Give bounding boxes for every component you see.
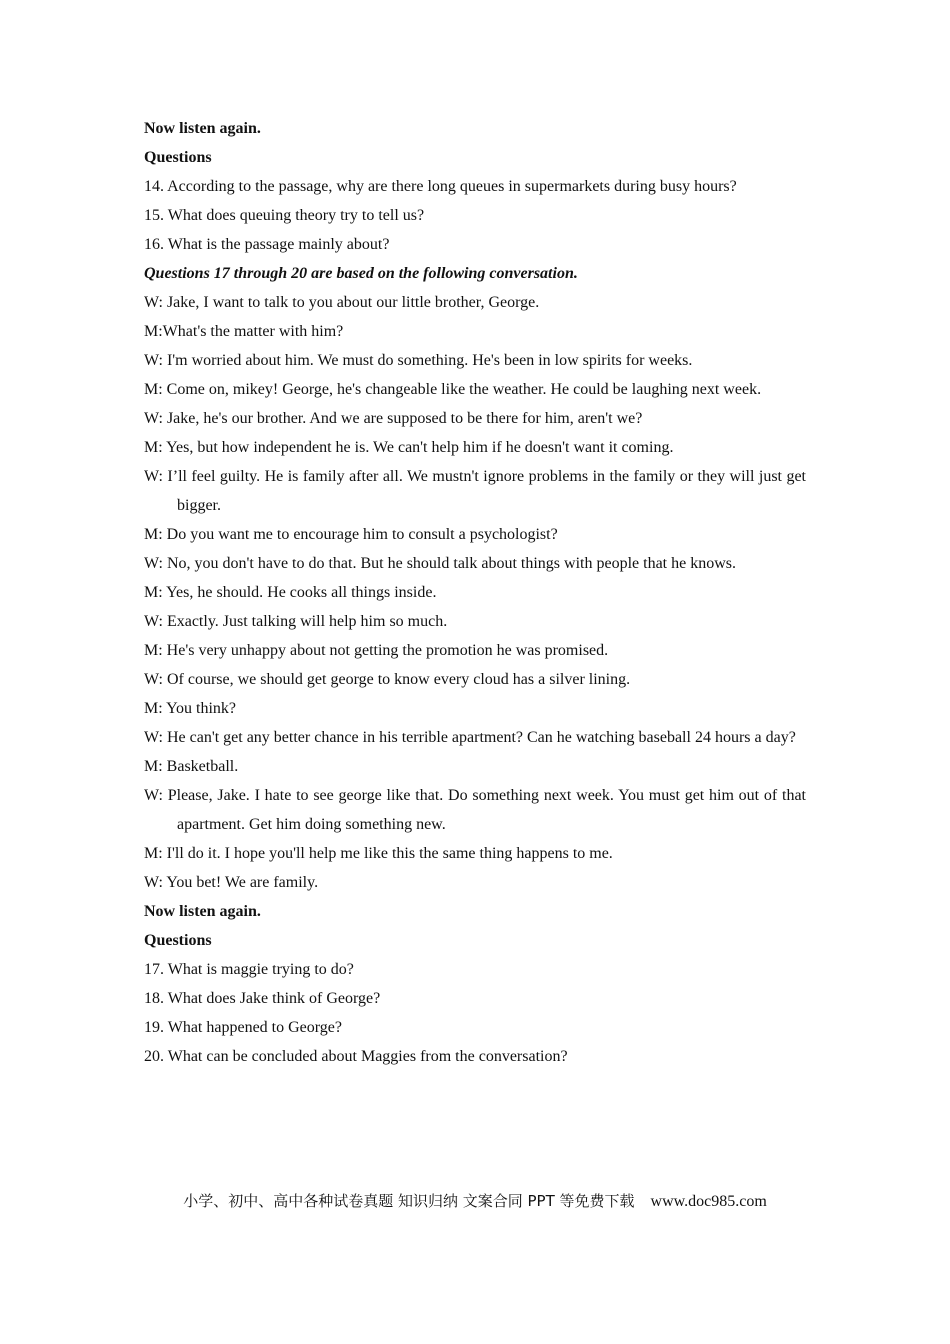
dialogue-line: W: Jake, he's our brother. And we are supposed to be there for him, aren't we?	[144, 410, 643, 427]
dialogue-line: M: I'll do it. I hope you'll help me like this the same thing happens to me.	[144, 845, 613, 862]
question-19: 19. What happened to George?	[144, 1019, 343, 1036]
conversation-heading: Questions 17 through 20 are based on the following conversation.	[144, 265, 578, 282]
dialogue-line: W: I'm worried about him. We must do something. He's been in low spirits for weeks.	[144, 352, 693, 369]
dialogue-line: W: Please, Jake. I hate to see george like that. Do something next week. You must get him out of that apartment. Get him doing something new.	[144, 787, 806, 833]
questions-heading-2: Questions	[144, 932, 212, 949]
dialogue-line: W: Jake, I want to talk to you about our little brother, George.	[144, 294, 540, 311]
dialogue-line: W: You bet! We are family.	[144, 874, 319, 891]
questions-heading-1: Questions	[144, 149, 212, 166]
document-body	[144, 114, 806, 1071]
dialogue-line: W: Of course, we should get george to know every cloud has a silver lining.	[144, 671, 631, 688]
dialogue-line: M: He's very unhappy about not getting the promotion he was promised.	[144, 642, 609, 659]
dialogue-line: W: He can't get any better chance in his terrible apartment? Can he watching baseball 24 hours a day?	[144, 729, 796, 746]
question-15: 15. What does queuing theory try to tell us?	[144, 207, 425, 224]
dialogue-line: W: Exactly. Just talking will help him so much.	[144, 613, 448, 630]
dialogue-line: M: Yes, but how independent he is. We can't help him if he doesn't want it coming.	[144, 439, 674, 456]
question-17: 17. What is maggie trying to do?	[144, 961, 354, 978]
page-footer	[0, 1189, 950, 1214]
now-listen-again-2: Now listen again.	[144, 903, 261, 920]
dialogue-line: M: Yes, he should. He cooks all things inside.	[144, 584, 437, 601]
dialogue-line: M:What's the matter with him?	[144, 323, 344, 340]
question-18: 18. What does Jake think of George?	[144, 990, 381, 1007]
now-listen-again-1: Now listen again.	[144, 120, 261, 137]
dialogue-line: W: I’ll feel guilty. He is family after all. We mustn't ignore problems in the family or they will just get bigger.	[144, 468, 806, 514]
dialogue-line: M: Basketball.	[144, 758, 239, 775]
question-20: 20. What can be concluded about Maggies from the conversation?	[144, 1048, 568, 1065]
dialogue-line: M: You think?	[144, 700, 237, 717]
dialogue-line: M: Come on, mikey! George, he's changeable like the weather. He could be laughing next week.	[144, 381, 762, 398]
dialogue-line: M: Do you want me to encourage him to consult a psychologist?	[144, 526, 558, 543]
footer-site-link[interactable]: www.doc985.com	[650, 1193, 767, 1210]
footer-text: 小学、初中、高中各种试卷真题 知识归纳 文案合同 PPT 等免费下载	[183, 1192, 635, 1210]
question-16: 16. What is the passage mainly about?	[144, 236, 390, 253]
question-14: 14. According to the passage, why are there long queues in supermarkets during busy hours?	[144, 178, 737, 195]
dialogue-line: W: No, you don't have to do that. But he should talk about things with people that he knows.	[144, 555, 736, 572]
